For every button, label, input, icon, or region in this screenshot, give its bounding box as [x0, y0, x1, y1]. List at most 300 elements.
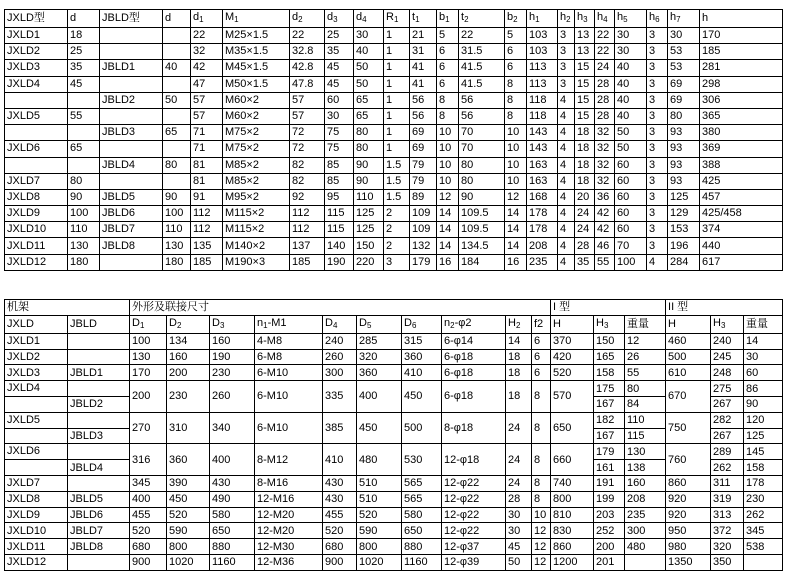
- table-cell: 42: [595, 222, 615, 238]
- table-cell: 10: [532, 507, 551, 523]
- table-cell: 306: [700, 92, 783, 108]
- table-cell: 380: [700, 125, 783, 141]
- table-cell: 90: [459, 189, 505, 205]
- table-cell: 125: [354, 206, 384, 222]
- table-cell: 57: [290, 92, 325, 108]
- table-cell: 400: [130, 491, 167, 507]
- table-cell: 93: [668, 141, 700, 157]
- table-cell: 45: [325, 76, 354, 92]
- table-cell: 178: [527, 222, 558, 238]
- table-cell: 8: [505, 92, 527, 108]
- table-cell: 220: [354, 254, 384, 270]
- table-cell: 4: [647, 254, 668, 270]
- table-cell: 56: [410, 92, 437, 108]
- table-cell: 28: [595, 92, 615, 108]
- table-cell: 45: [68, 76, 100, 92]
- table-cell: 590: [167, 523, 210, 539]
- table-cell: 120: [744, 412, 783, 428]
- table-cell: 500: [402, 412, 442, 444]
- table-cell: 230: [210, 365, 255, 381]
- table-row: [5, 475, 783, 491]
- table-cell: 134: [167, 333, 210, 349]
- table-cell: 420: [551, 349, 594, 365]
- table-cell: 50: [615, 125, 647, 141]
- table-row: [5, 365, 783, 381]
- table-cell: 112: [290, 222, 325, 238]
- table-cell: JBLD7: [100, 222, 163, 238]
- table-cell: 1.5: [384, 173, 410, 189]
- table-cell: [100, 254, 163, 270]
- table-cell: 520: [130, 523, 167, 539]
- table-cell: 1350: [666, 554, 711, 570]
- table-cell: 460: [666, 333, 711, 349]
- table-cell: 20: [575, 189, 595, 205]
- table-cell: 3: [647, 76, 668, 92]
- table-cell: 390: [167, 475, 210, 491]
- table-cell: 450: [357, 412, 402, 444]
- table-cell: 670: [666, 381, 711, 413]
- table-cell: 115: [625, 428, 666, 444]
- table-cell: 565: [402, 491, 442, 507]
- column-header: JBLD型: [100, 10, 163, 28]
- table-cell: 41: [410, 76, 437, 92]
- table-cell: 425/458: [700, 206, 783, 222]
- table-cell: 85: [325, 173, 354, 189]
- table-row: [5, 491, 783, 507]
- table-cell: JXLD4: [5, 76, 68, 92]
- table-cell: 369: [700, 141, 783, 157]
- group-header: 机架: [5, 300, 130, 316]
- table-cell: 230: [167, 381, 210, 413]
- table-cell: 360: [402, 349, 442, 365]
- group-header-row: [5, 300, 783, 316]
- table-cell: 281: [700, 60, 783, 76]
- table-cell: 14: [437, 222, 459, 238]
- table-cell: 680: [130, 539, 167, 555]
- table-cell: 55: [625, 365, 666, 381]
- table-cell: 50: [506, 554, 532, 570]
- table-cell: 31: [410, 44, 437, 60]
- table-cell: 10: [505, 173, 527, 189]
- column-header: h: [700, 10, 783, 28]
- table-cell: 22: [191, 28, 223, 44]
- table-row: [5, 206, 783, 222]
- table-cell: 1020: [357, 554, 402, 570]
- table-cell: 14: [506, 333, 532, 349]
- table-cell: 980: [666, 539, 711, 555]
- table-cell: 175: [594, 381, 625, 397]
- table-cell: 60: [615, 189, 647, 205]
- table-cell: 80: [68, 173, 100, 189]
- table-cell: M75×2: [223, 125, 290, 141]
- table-cell: 18: [575, 173, 595, 189]
- table-cell: 179: [410, 254, 437, 270]
- table-cell: 203: [594, 507, 625, 523]
- table-row: [5, 157, 783, 173]
- table-cell: 580: [402, 507, 442, 523]
- table-cell: 32: [595, 141, 615, 157]
- table-cell: 10: [437, 173, 459, 189]
- table-cell: 5: [505, 28, 527, 44]
- table-cell: 6: [505, 60, 527, 76]
- table-cell: 46: [595, 238, 615, 254]
- table-cell: 2: [384, 206, 410, 222]
- table-cell: 30: [615, 28, 647, 44]
- table-cell: 425: [700, 173, 783, 189]
- column-header: $n_2-\varphi 2$: [442, 315, 506, 333]
- column-header: $D_3$: [210, 315, 255, 333]
- table-cell: 160: [625, 475, 666, 491]
- table-cell: 79: [410, 157, 437, 173]
- table-cell: 200: [594, 539, 625, 555]
- table-cell: 47.8: [290, 76, 325, 92]
- table-cell: 125: [668, 189, 700, 205]
- table-cell: 30: [615, 44, 647, 60]
- column-header: $h_7$: [668, 10, 700, 28]
- column-header: $t_2$: [459, 10, 505, 28]
- table-cell: 41.5: [459, 76, 505, 92]
- table-cell: 240: [711, 333, 744, 349]
- table-cell: 24: [595, 60, 615, 76]
- table-cell: 360: [167, 444, 210, 476]
- table-cell: [100, 28, 163, 44]
- table-cell: 200: [130, 381, 167, 413]
- table-cell: 199: [594, 491, 625, 507]
- table-cell: 32: [595, 173, 615, 189]
- table-cell: 4: [558, 206, 575, 222]
- table-cell: 830: [551, 523, 594, 539]
- table-cell: 3: [647, 125, 668, 141]
- table-cell: 3: [647, 206, 668, 222]
- table-cell: 53: [668, 44, 700, 60]
- table-cell: 313: [711, 507, 744, 523]
- table-row: [5, 523, 783, 539]
- table-cell: 82: [290, 157, 325, 173]
- table-cell: 6-M8: [255, 349, 323, 365]
- table-cell: 30: [506, 523, 532, 539]
- table-cell: 311: [711, 475, 744, 491]
- table-cell: 430: [210, 475, 255, 491]
- table-cell: 35: [68, 60, 100, 76]
- table-cell: 6: [505, 44, 527, 60]
- table-cell: 70: [615, 238, 647, 254]
- group-header: I 型: [551, 300, 666, 316]
- table-cell: 138: [625, 460, 666, 476]
- table-cell: 130: [625, 444, 666, 460]
- table-cell: M115×2: [223, 206, 290, 222]
- table-cell: 95: [325, 189, 354, 205]
- table-cell: 69: [410, 141, 437, 157]
- table-cell: 262: [744, 507, 783, 523]
- table-cell: 12-φ22: [442, 523, 506, 539]
- table-cell: JXLD6: [5, 141, 68, 157]
- table-header-row: [5, 10, 783, 28]
- table-cell: 41: [410, 60, 437, 76]
- table-cell: 60: [615, 206, 647, 222]
- table-cell: 143: [527, 125, 558, 141]
- table-row: [5, 44, 783, 60]
- table-cell: 118: [527, 108, 558, 124]
- table-cell: [5, 460, 68, 476]
- table-cell: 65: [354, 108, 384, 124]
- table-cell: 112: [290, 206, 325, 222]
- table-cell: 112: [191, 206, 223, 222]
- table-cell: 60: [615, 222, 647, 238]
- table-cell: 56: [459, 92, 505, 108]
- column-header: $h_3$: [575, 10, 595, 28]
- table-cell: 650: [402, 523, 442, 539]
- table-cell: 660: [551, 444, 594, 476]
- table-cell: JBLD5: [100, 189, 163, 205]
- table-cell: 260: [323, 349, 357, 365]
- table-cell: 6-M10: [255, 381, 323, 413]
- table-cell: 3: [384, 254, 410, 270]
- table-cell: JXLD3: [5, 365, 68, 381]
- table-cell: 12-φ39: [442, 554, 506, 570]
- table-cell: 24: [575, 222, 595, 238]
- table-cell: 365: [700, 108, 783, 124]
- table-cell: 140: [325, 238, 354, 254]
- table-cell: 245: [711, 349, 744, 365]
- table-row: [5, 125, 783, 141]
- table-cell: 430: [323, 491, 357, 507]
- table-cell: 360: [357, 365, 402, 381]
- table-cell: 8-M12: [255, 444, 323, 476]
- table-cell: 1: [384, 141, 410, 157]
- table-cell: JXLD12: [5, 554, 68, 570]
- table-cell: 6-φ14: [442, 333, 506, 349]
- table-cell: 130: [68, 238, 100, 254]
- table-cell: 28: [575, 238, 595, 254]
- table-cell: 40: [354, 44, 384, 60]
- table-cell: 1020: [167, 554, 210, 570]
- table-cell: 190: [210, 349, 255, 365]
- table-cell: 22: [459, 28, 505, 44]
- table-cell: 310: [167, 412, 210, 444]
- table-cell: 800: [551, 491, 594, 507]
- table-row: [5, 60, 783, 76]
- table-row: [5, 189, 783, 205]
- table-cell: 10: [505, 125, 527, 141]
- table-cell: 85: [325, 157, 354, 173]
- table-cell: 185: [290, 254, 325, 270]
- table-cell: 55: [595, 254, 615, 270]
- column-header: $d_1$: [191, 10, 223, 28]
- table-cell: 30: [506, 507, 532, 523]
- table-cell: [100, 173, 163, 189]
- table-cell: M140×2: [223, 238, 290, 254]
- table-cell: 150: [354, 238, 384, 254]
- table-row: [5, 254, 783, 270]
- table-cell: 28: [595, 108, 615, 124]
- table-cell: 41.5: [459, 60, 505, 76]
- table-cell: 14: [437, 238, 459, 254]
- table-row: [5, 238, 783, 254]
- table-cell: 1: [384, 60, 410, 76]
- table-cell: 50: [163, 92, 191, 108]
- table-cell: 12-φ22: [442, 491, 506, 507]
- table-cell: 3: [647, 108, 668, 124]
- table-cell: 880: [402, 539, 442, 555]
- column-header: $D_2$: [167, 315, 210, 333]
- table-cell: [163, 44, 191, 60]
- table-cell: 410: [402, 365, 442, 381]
- table-cell: 57: [290, 108, 325, 124]
- table-cell: 900: [130, 554, 167, 570]
- table-cell: 8: [505, 76, 527, 92]
- table-cell: 12: [437, 189, 459, 205]
- table-cell: 165: [594, 349, 625, 365]
- table-cell: 252: [594, 523, 625, 539]
- table-cell: 6: [532, 333, 551, 349]
- table-cell: 90: [744, 396, 783, 412]
- table-cell: 12-φ22: [442, 475, 506, 491]
- table-cell: M85×2: [223, 173, 290, 189]
- table-cell: 115: [325, 222, 354, 238]
- table-cell: 191: [594, 475, 625, 491]
- table-cell: 374: [700, 222, 783, 238]
- table-cell: 12-M36: [255, 554, 323, 570]
- column-header: $h_5$: [615, 10, 647, 28]
- table-row: [5, 349, 783, 365]
- table-cell: 167: [594, 428, 625, 444]
- table-cell: 65: [163, 125, 191, 141]
- table-cell: 80: [625, 381, 666, 397]
- table-cell: 6: [437, 60, 459, 76]
- table-cell: 15: [575, 108, 595, 124]
- table-row: [5, 222, 783, 238]
- table-cell: M45×1.5: [223, 60, 290, 76]
- table-cell: 289: [711, 444, 744, 460]
- table-cell: 113: [527, 60, 558, 76]
- column-header: d: [68, 10, 100, 28]
- table-cell: 30: [744, 349, 783, 365]
- table-cell: 260: [210, 381, 255, 413]
- table-cell: 167: [594, 396, 625, 412]
- table-row: [5, 333, 783, 349]
- table-cell: 520: [167, 507, 210, 523]
- table-cell: 89: [410, 189, 437, 205]
- table-cell: 91: [191, 189, 223, 205]
- table-cell: 24: [506, 444, 532, 476]
- table-cell: 208: [625, 491, 666, 507]
- table-cell: 800: [167, 539, 210, 555]
- table-cell: 110: [354, 189, 384, 205]
- table-cell: 520: [323, 523, 357, 539]
- column-header: $b_2$: [505, 10, 527, 28]
- table-cell: 134.5: [459, 238, 505, 254]
- table-row: [5, 108, 783, 124]
- table-cell: 316: [130, 444, 167, 476]
- column-header: $d_4$: [354, 10, 384, 28]
- table-cell: 4: [558, 108, 575, 124]
- table-cell: [5, 428, 68, 444]
- table-cell: 40: [615, 92, 647, 108]
- table-cell: 14: [505, 238, 527, 254]
- table-cell: JXLD10: [5, 523, 68, 539]
- table-cell: 145: [744, 444, 783, 460]
- table-cell: 275: [711, 381, 744, 397]
- column-header: $h_4$: [595, 10, 615, 28]
- table-cell: 1200: [551, 554, 594, 570]
- table-cell: 86: [744, 381, 783, 397]
- table-cell: 12-φ22: [442, 507, 506, 523]
- table-cell: 32.8: [290, 44, 325, 60]
- table-cell: [100, 141, 163, 157]
- table-cell: M190×3: [223, 254, 290, 270]
- table-cell: 3: [647, 92, 668, 108]
- table-cell: 3: [647, 238, 668, 254]
- table-cell: 3: [647, 157, 668, 173]
- table-cell: 22: [595, 28, 615, 44]
- table-cell: 1160: [402, 554, 442, 570]
- table-cell: 12: [625, 333, 666, 349]
- table-cell: 340: [210, 412, 255, 444]
- table-cell: 12-M20: [255, 523, 323, 539]
- table-cell: 10: [437, 125, 459, 141]
- table-cell: 179: [594, 444, 625, 460]
- table-cell: 230: [744, 491, 783, 507]
- column-header: JBLD: [68, 315, 130, 333]
- table-cell: JXLD4: [5, 381, 68, 397]
- table-cell: [163, 173, 191, 189]
- table-cell: 335: [323, 381, 357, 413]
- table-cell: 32: [191, 44, 223, 60]
- table-cell: 65: [354, 92, 384, 108]
- table-cell: 71: [191, 141, 223, 157]
- table-cell: 80: [459, 173, 505, 189]
- column-header: 重量: [625, 315, 666, 333]
- table-cell: 8-φ18: [442, 412, 506, 444]
- table-cell: 1160: [210, 554, 255, 570]
- table-cell: 3: [558, 28, 575, 44]
- table-cell: 18: [68, 28, 100, 44]
- table-cell: 71: [191, 125, 223, 141]
- group-header: 外形及联接尺寸: [130, 300, 551, 316]
- table-cell: JBLD6: [68, 507, 130, 523]
- table-cell: 12: [532, 539, 551, 555]
- table-cell: JBLD8: [68, 539, 130, 555]
- table-cell: 129: [668, 206, 700, 222]
- table-cell: 12-M16: [255, 491, 323, 507]
- table-cell: 1: [384, 44, 410, 60]
- table-cell: 80: [459, 157, 505, 173]
- table-cell: 385: [323, 412, 357, 444]
- table-cell: M60×2: [223, 108, 290, 124]
- table-cell: 6-φ18: [442, 365, 506, 381]
- table-cell: 15: [575, 92, 595, 108]
- table-cell: 410: [323, 444, 357, 476]
- table-cell: [625, 554, 666, 570]
- table-cell: [100, 76, 163, 92]
- table-cell: 10: [505, 157, 527, 173]
- column-header: $h_2$: [558, 10, 575, 28]
- table-cell: 21: [410, 28, 437, 44]
- table-cell: 36: [595, 189, 615, 205]
- table-cell: 81: [191, 157, 223, 173]
- table-cell: 4: [558, 173, 575, 189]
- table-cell: 248: [711, 365, 744, 381]
- table-cell: 125: [354, 222, 384, 238]
- table-cell: 1: [384, 28, 410, 44]
- table-cell: [68, 554, 130, 570]
- table-cell: [163, 28, 191, 44]
- table-cell: 45: [506, 539, 532, 555]
- table-cell: 158: [594, 365, 625, 381]
- table-cell: 8: [532, 491, 551, 507]
- table-cell: 132: [410, 238, 437, 254]
- table-cell: 14: [744, 333, 783, 349]
